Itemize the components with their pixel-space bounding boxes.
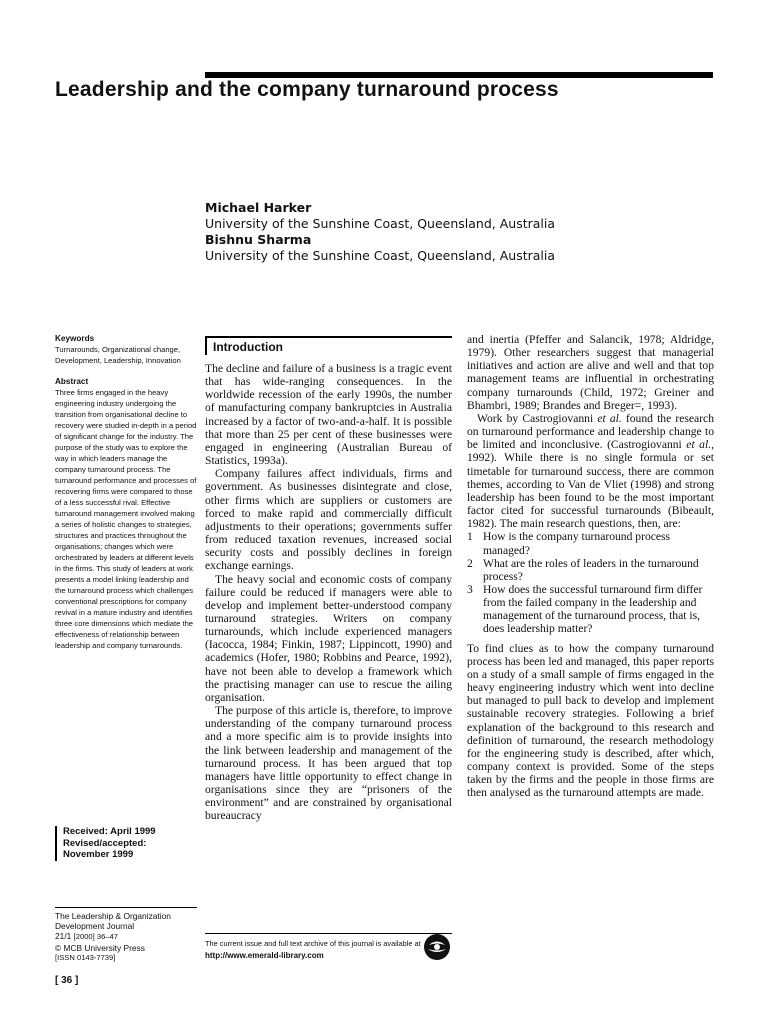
paragraph: To find clues as to how the company turnaround process has been led and managed, this paper reports on a study of a small sample of firms engaged in the heavy engineering industry which went into decline but managed to pull back to develop and implement sustainable recovery strategies. Following a brief explanation of the background to this research and definition of turnaround, the research methodology for the engineering study is described, after which, company context is provided. Some of the steps taken by the firms and the people in those firms are then analysed as the turnaround attempts are made. [467,641,714,800]
footnote-text: The current issue and full text archive of this journal is available at [205,939,421,948]
paragraph: The purpose of this article is, therefore, to improve understanding of the company turnaround process and a more specific aim is to provide insights into the link between leadership and management of the turnaround process. It has been argued that top managers have little opportunity to effect change in organisations since they are “prisoners of the environment” and are constrained by organisational bureaucracy [205,704,452,823]
keywords-heading: Keywords [55,334,95,343]
keywords-text: Turnarounds, Organizational change, Development, Leadership, Innovation [55,345,181,365]
issue-volume: 21/1 [55,931,72,941]
accepted-line: November 1999 [63,849,134,860]
received-line: Received: April 1999 [63,826,156,837]
issue-pages: [2000] 36–47 [73,932,118,941]
author-name: Michael Harker [205,200,312,215]
question-item: 1 How is the company turnaround process managed? [467,530,671,557]
journal-info [55,907,197,963]
revised-line: Revised/accepted: [63,837,147,849]
journal-name: The Leadership & Organization Development Journal [55,911,171,931]
author-affiliation: University of the Sunshine Coast, Queensland, Australia [205,216,556,231]
journal-issue [55,931,197,942]
paper-title: Leadership and the company turnaround process [55,78,559,101]
issn: [ISSN 0143-7739] [55,953,116,962]
section-heading-introduction: Introduction [205,336,452,355]
paragraph: Work by Castrogiovanni et al. found the research on turnaround performance and leadership change to be limited and inconclusive. (Castrogiovanni et al., 1992). While there is no single formula or set timetable for turnaround success, there are common themes, according to Van de Vliet (1998) and strong leadership has been found to be the most important factor cited for successful turnarounds (Bibeault, 1982). The main research questions, then, are: [467,411,714,531]
paragraph: The decline and failure of a business is a tragic event that has wide-ranging consequences. In the worldwide recession of the early 1990s, the number of manufacturing company bankruptcies in Australia increased by a factor of two-and-a-half. It is possible that more than 25 per cent of these businesses were engaged in engineering (Australian Bureau of Statistics, 1993a). [205,362,452,468]
paragraph: The heavy social and economic costs of company failure could be reduced if managers were able to develop and implement better-understood company turnaround strategies. Writers on company turnarounds, which include experienced managers (Iacocca, 1984; Finkin, 1987; Lippincott, 1990) and academics (Hofer, 1980; Robbins and Pearce, 1992), have not been able to develop a framework which the practising manager can use to rescue the ailing organisation. [205,572,452,704]
abstract-heading: Abstract [55,377,89,386]
sidebar [55,333,197,651]
received-dates [55,826,203,861]
footnote [205,933,452,962]
abstract-text: Three firms engaged in the heavy engineering industry undergoing the transition from organisational decline to recovery were studied in-depth in a period of significant change for the industry. The purpose of the study was to explore the way in which leaders manage the company turnaround process. The turnaround performance and processes of recovering firms were compared to those of a less successful rival. Effective turnaround management involved making a series of holistic changes to strategies, structures and practices throughout the organisations; changes which were orchestrated by leaders at different levels in the firms. This study of leaders at work presents a model linking leadership and the turnaround process which challenges conventional prescriptions for company revival in a mature industry and identifies three core dimensions which mediate the effectiveness of relationship between leadership and company turnarounds. [55,388,197,650]
emerald-logo-icon [423,933,451,961]
question-item: 2 What are the roles of leaders in the turnaround process? [467,556,699,583]
journal-url-link[interactable]: http://www.emerald-library.com [205,951,324,960]
paragraph: Company failures affect individuals, firms and government. As businesses disintegrate and close, other firms which are suppliers or customers are forced to make rapid and commercially difficult adjustments to their operations; governments suffer from reduced taxation revenues, increased social security costs and possibly declines in foreign exchange earnings. [205,467,452,573]
paragraph: and inertia (Pfeffer and Salancik, 1978; Aldridge, 1979). Other researchers suggest that managerial initiatives and action are alive and well and that top management teams are influential in orchestrating company turnarounds (Child, 1972; Greiner and Bhambri, 1989; Brandes and Breger=, 1993). [467,333,714,412]
research-questions [467,530,714,635]
question-item: 3 How does the successful turnaround firm differ from the failed company in the leadership and management of the turnaround process, that is, does leadership matter? [467,582,703,636]
body-column-1 [205,336,452,822]
body-column-2 [467,333,714,799]
page-number: [ 36 ] [55,975,79,986]
publisher: © MCB University Press [55,943,145,953]
author-affiliation: University of the Sunshine Coast, Queensland, Australia [205,248,556,263]
author-name: Bishnu Sharma [205,232,312,247]
author-block [205,200,725,264]
